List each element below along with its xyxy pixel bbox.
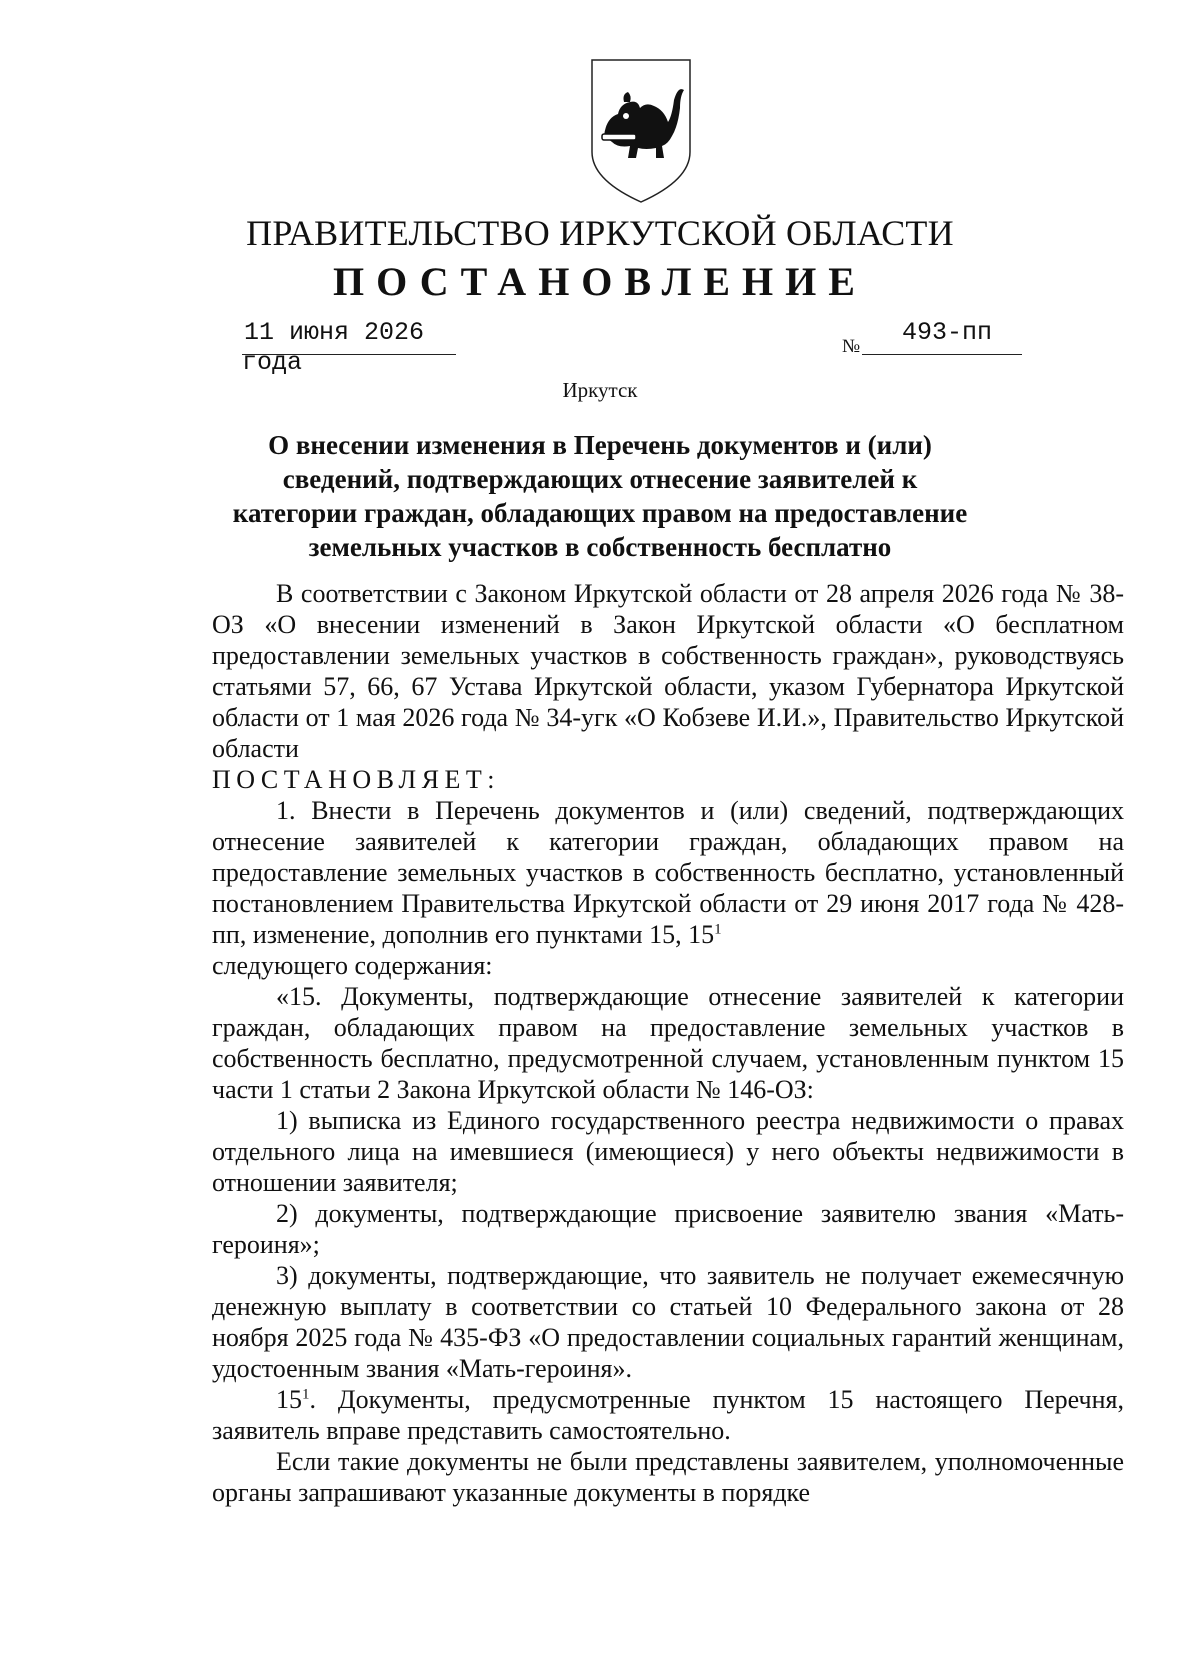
- city: Иркутск: [562, 378, 638, 402]
- last-paragraph: Если такие документы не были представлены заявителем, уполномоченные органы запрашивают указанные документы в порядке: [212, 1447, 1124, 1507]
- item-1-end: следующего содержания:: [212, 951, 493, 980]
- document-title: О внесении изменения в Перечень документов и (или) сведений, подтверждающих отнесение заявителей к категории граждан, обладающих правом на предоставление земельных участков в собственность бесплатно: [232, 430, 968, 562]
- decree-word: ПОСТАНОВЛЯЕТ:: [212, 765, 500, 794]
- document-number: 493-пп: [902, 318, 993, 347]
- document-date: 11 июня 2026 года: [242, 318, 425, 377]
- coat-of-arms-icon: [588, 56, 694, 206]
- document-body: [212, 578, 1124, 1508]
- government-name: ПРАВИТЕЛЬСТВО ИРКУТСКОЙ ОБЛАСТИ: [246, 213, 954, 253]
- point-15-paragraph: «15. Документы, подтверждающие отнесение заявителей к категории граждан, обладающих правом на предоставление земельных участков в собственность бесплатно, предусмотренной случаем, установленным пунктом 15 части 1 статьи 2 Закона Иркутской области № 146-ОЗ:: [212, 982, 1124, 1104]
- point-15-1-number: 15: [276, 1385, 302, 1414]
- point-15-1-text: . Документы, предусмотренные пунктом 15 настоящего Перечня, заявитель вправе представить самостоятельно.: [212, 1385, 1124, 1445]
- item-1-text: 1. Внести в Перечень документов и (или) сведений, подтверждающих отнесение заявителей к категории граждан, обладающих правом на предоставление земельных участков в собственность бесплатно, установленный постановлением Правительства Иркутской области от 29 июня 2017 года № 428-пп, изменение, дополнив его пунктами 15, 15: [212, 796, 1124, 949]
- preamble-paragraph: В соответствии с Законом Иркутской области от 28 апреля 2026 года № 38-ОЗ «О внесении изменений в Закон Иркутской области «О бесплатном предоставлении земельных участков в собственность граждан», руководствуясь статьями 57, 66, 67 Устава Иркутской области, указом Губернатора Иркутской области от 1 мая 2026 года № 34-угк «О Кобзеве И.И.», Правительство Иркутской области: [212, 579, 1124, 763]
- point-15-sub-3: 3) документы, подтверждающие, что заявитель не получает ежемесячную денежную выплату в соответствии со статьей 10 Федерального закона от 28 ноября 2025 года № 435-ФЗ «О предоставлении социальных гарантий женщинам, удостоенным звания «Мать-героиня».: [212, 1261, 1124, 1383]
- number-field: [862, 318, 1022, 355]
- point-15-sub-2: 2) документы, подтверждающие присвоение заявителю звания «Мать-героиня»;: [212, 1199, 1124, 1259]
- point-15-sub-1: 1) выписка из Единого государственного реестра недвижимости о правах отдельного лица на имевшиеся (имеющиеся) у него объекты недвижимости в отношении заявителя;: [212, 1106, 1124, 1197]
- item-1-paragraph: [212, 795, 1124, 981]
- number-label: №: [842, 336, 861, 357]
- date-field: [242, 318, 456, 377]
- point-15-1-paragraph: [212, 1384, 1124, 1446]
- document-type: ПОСТАНОВЛЕНИЕ: [333, 259, 867, 304]
- point-15-1-superscript: 1: [302, 1386, 310, 1403]
- item-1-superscript: 1: [714, 921, 722, 938]
